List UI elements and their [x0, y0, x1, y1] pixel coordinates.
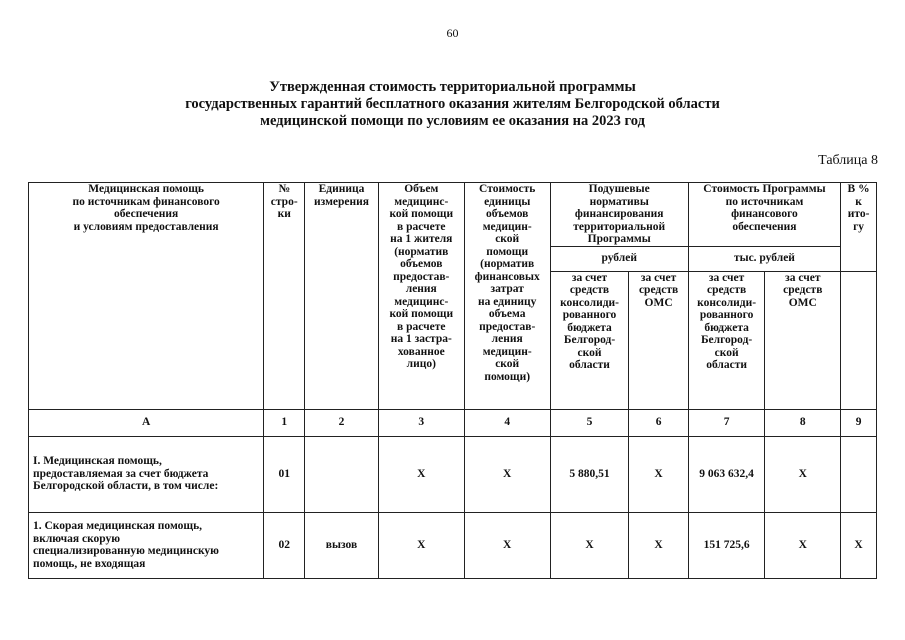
- header-care-type: Медицинская помощь по источникам финансового обеспечения и условиям предоставления: [29, 183, 264, 410]
- column-number: 8: [765, 409, 841, 436]
- regional-cost-cell: 151 725,6: [688, 512, 765, 578]
- percent-cell: [841, 436, 877, 512]
- oms-cost-cell: X: [765, 512, 841, 578]
- header-percent-total: В % к ито- гу: [841, 183, 877, 272]
- table-row: [29, 512, 877, 578]
- column-number: 5: [550, 409, 629, 436]
- header-regional-budget-cost: за счет средств консолиди- рованного бюджета Белгород- ской области: [688, 271, 765, 409]
- volume-cell: X: [378, 436, 464, 512]
- regional-norm-cell: X: [550, 512, 629, 578]
- column-number: 3: [378, 409, 464, 436]
- column-number: 1: [264, 409, 305, 436]
- cost-table: [28, 182, 877, 579]
- unit-cell: вызов: [305, 512, 379, 578]
- oms-norm-cell: X: [629, 436, 688, 512]
- oms-cost-cell: X: [765, 436, 841, 512]
- title-line: Утвержденная стоимость территориальной программы: [269, 79, 636, 95]
- column-number: 7: [688, 409, 765, 436]
- header-unit: Единица измерения: [305, 183, 379, 410]
- volume-cell: X: [378, 512, 464, 578]
- header-volume: Объем медицинс- кой помощи в расчете на 1 жителя (норматив объемов предостав- ления медицинс- кой помощи в расчете на 1 застра- хованное лицо): [378, 183, 464, 410]
- oms-norm-cell: X: [629, 512, 688, 578]
- row-number-cell: 02: [264, 512, 305, 578]
- header-regional-budget-norm: за счет средств консолиди- рованного бюджета Белгород- ской области: [550, 271, 629, 409]
- header-program-cost-group: Стоимость Программы по источникам финансового обеспечения: [688, 183, 840, 247]
- header-per-capita-group: Подушевые нормативы финансирования территориальной Программы: [550, 183, 688, 247]
- column-number: А: [29, 409, 264, 436]
- title-line: медицинской помощи по условиям ее оказания на 2023 год: [260, 113, 645, 129]
- regional-norm-cell: 5 880,51: [550, 436, 629, 512]
- unit-cost-cell: X: [464, 512, 550, 578]
- column-number-row: [29, 409, 877, 436]
- row-name: I. Медицинская помощь, предоставляемая за счет бюджета Белгородской области, в том числе:: [29, 436, 264, 512]
- unit-cost-cell: X: [464, 436, 550, 512]
- header-oms-norm: за счет средств ОМС: [629, 271, 688, 409]
- column-number: 6: [629, 409, 688, 436]
- percent-cell: X: [841, 512, 877, 578]
- regional-cost-cell: 9 063 632,4: [688, 436, 765, 512]
- row-name: 1. Скорая медицинская помощь, включая скорую специализированную медицинскую помощь, не входящая: [29, 512, 264, 578]
- header-oms-cost: за счет средств ОМС: [765, 271, 841, 409]
- page-number: 60: [446, 26, 459, 40]
- table-label: Таблица 8: [818, 153, 878, 168]
- header-row-number: № стро- ки: [264, 183, 305, 410]
- header-unit-thousand-rubles: тыс. рублей: [688, 246, 840, 271]
- column-number: 2: [305, 409, 379, 436]
- title-line: государственных гарантий бесплатного оказания жителям Белгородской области: [185, 96, 720, 112]
- header-percent-empty: [841, 271, 877, 409]
- unit-cell: [305, 436, 379, 512]
- row-number-cell: 01: [264, 436, 305, 512]
- header-unit-rubles: рублей: [550, 246, 688, 271]
- page-title: [0, 79, 905, 130]
- column-number: 4: [464, 409, 550, 436]
- header-unit-cost: Стоимость единицы объемов медицин- ской помощи (норматив финансовых затрат на единицу объема предостав- ления медицин- ской помощи): [464, 183, 550, 410]
- column-number: 9: [841, 409, 877, 436]
- table-row: [29, 436, 877, 512]
